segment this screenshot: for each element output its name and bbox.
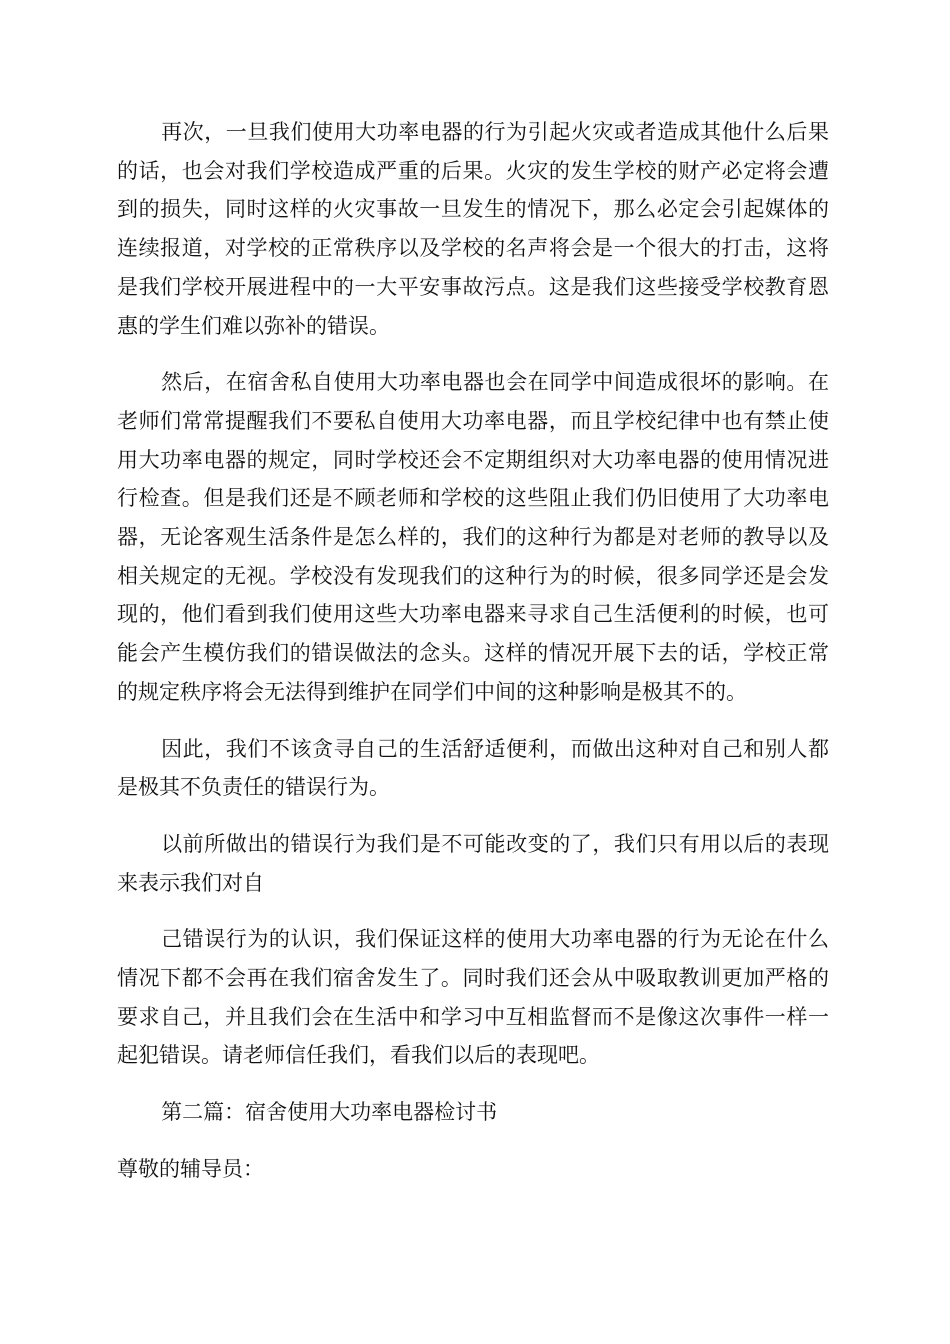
paragraph-conclusion: 因此，我们不该贪寻自己的生活舒适便利，而做出这种对自己和别人都是极其不负责任的错误行为。	[117, 736, 829, 800]
document-body	[117, 113, 829, 1207]
salutation: 尊敬的辅导员：	[117, 1156, 264, 1181]
paragraph-fire-consequences: 再次，一旦我们使用大功率电器的行为引起火灾或者造成其他什么后果的话，也会对我们学校造成严重的后果。火灾的发生学校的财产必定将会遭到的损失，同时这样的火灾事故一旦发生的情况下，那么必定会引起媒体的连续报道，对学校的正常秩序以及学校的名声将会是一个很大的打击，这将是我们学校开展进程中的一大平安事故污点。这是我们这些接受学校教育恩惠的学生们难以弥补的错误。	[117, 120, 829, 338]
paragraph-bad-influence: 然后，在宿舍私自使用大功率电器也会在同学中间造成很坏的影响。在老师们常常提醒我们不要私自使用大功率电器，而且学校纪律中也有禁止使用大功率电器的规定，同时学校还会不定期组织对大功率电器的使用情况进行检查。但是我们还是不顾老师和学校的这些阻止我们仍旧使用了大功率电器，无论客观生活条件是怎么样的，我们的这种行为都是对老师的教导以及相关规定的无视。学校没有发现我们的这种行为的时候，很多同学还是会发现的，他们看到我们使用这些大功率电器来寻求自己生活便利的时候，也可能会产生模仿我们的错误做法的念头。这样的情况开展下去的话，学校正常的规定秩序将会无法得到维护在同学们中间的这种影响是极其不的。	[117, 370, 829, 704]
section-heading: 第二篇：宿舍使用大功率电器检讨书	[161, 1100, 498, 1125]
paragraph-promise: 己错误行为的认识，我们保证这样的使用大功率电器的行为无论在什么情况下都不会再在我们宿舍发生了。同时我们还会从中吸取教训更加严格的要求自己，并且我们会在生活中和学习中互相监督而不是像这次事件一样一起犯错误。请老师信任我们，看我们以后的表现吧。	[117, 927, 829, 1068]
paragraph-past-mistakes: 以前所做出的错误行为我们是不可能改变的了，我们只有用以后的表现来表示我们对自	[117, 831, 829, 895]
